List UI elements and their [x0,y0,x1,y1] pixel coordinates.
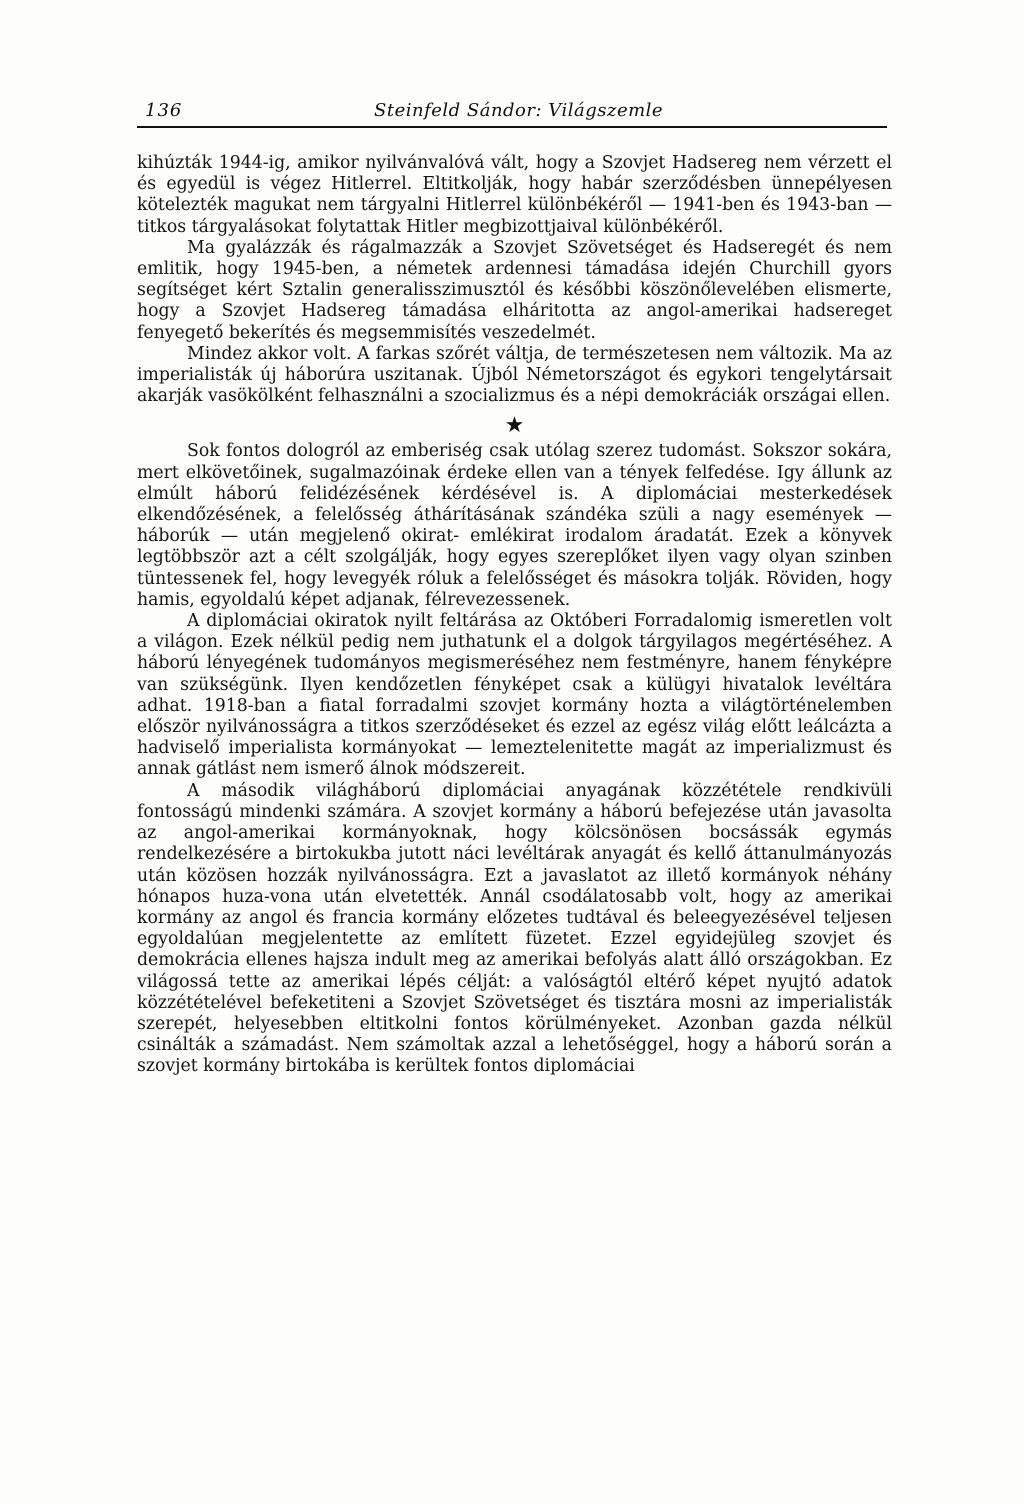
header-rule [137,126,887,128]
paragraph-6: A második világháború diplomáciai anyagának közzététele rendkivüli fontosságú mindenki számára. A szovjet kormány a háború befejezése után javasolta az angol-amerikai kormányoknak, hogy kölcsönösen bocsássák egymás rendelkezésére a birtokukba jutott náci levéltárak anyagát és kellő áttanulmányozás után közösen hozzák nyilvánosságra. Ezt a javaslatot az illető kormányok néhány hónapos huza-vona után elvetették. Annál csodálatosabb volt, hogy az amerikai kormány az angol és francia kormány előzetes tudtával és beleegyezésével teljesen egyoldalúan megjelentette az említett füzetet. Ezzel egyidejüleg szovjet és demokrácia ellenes hajsza indult meg az amerikai befolyás alatt álló országokban. Ez világossá tette az amerikai lépés célját: a valóságtól eltérő képet nyujtó adatok közzétételével befeketiteni a Szovjet Szövetséget és tisztára mosni az imperialisták szerepét, helyesebben eltitkolni fontos körülményeket. Azonban gazda nélkül csinálták a számadást. Nem számoltak azzal a lehetőséggel, hogy a háború során a szovjet kormány birtokába is kerültek fontos diplomáciai [137,780,892,1077]
section-separator-star-icon: ★ [504,413,525,439]
paragraph-3: Mindez akkor volt. A farkas szőrét váltja, de természetesen nem változik. Ma az imperialisták új háborúra uszitanak. Újból Németországot és egykori tengelytársait akarják vasökölként felhasználni a szocializmus és a népi demokráciák országai ellen. [137,343,892,407]
paragraph-4: Sok fontos dologról az emberiség csak utólag szerez tudomást. Sokszor sokára, mert elkövetőinek, sugalmazóinak érdeke ellen van a tények felfedése. Igy állunk az elmúlt háború felidézésének kérdésével is. A diplomáciai mesterkedések elkendőzésének, a felelősség áthárításának szándéka szüli a nagy események — háborúk — után megjelenő okirat- emlékirat irodalom áradatát. Ezek a könyvek legtöbbször azt a célt szolgálják, hogy egyes szereplőket ilyen vagy olyan szinben tüntessenek fel, hogy levegyék róluk a felelősséget és másokra tolják. Röviden, hogy hamis, egyoldalú képet adjanak, félrevezessenek. [137,441,892,610]
page-number: 136 [145,100,183,121]
page-header [137,92,887,132]
paragraph-2: Ma gyalázzák és rágalmazzák a Szovjet Szövetséget és Hadseregét és nem emlitik, hogy 1945-ben, a németek ardennesi támadása idején Churchill gyors segítséget kért Sztalin generalisszimusztól és későbbi köszönőlevelében elismerte, hogy a Szovjet Hadsereg támadása elháritotta az angol-amerikai hadsereget fenyegető bekerítés és megsemmisítés veszedelmét. [137,237,892,343]
running-head: Steinfeld Sándor: Világszemle [374,100,664,121]
paragraph-1: kihúzták 1944-ig, amikor nyilvánvalóvá vált, hogy a Szovjet Hadsereg nem vérzett el és egyedül is végez Hitlerrel. Eltitkolják, hogy habár szerződésben ünnepélyesen kötelezték magukat nem tárgyalni Hitlerrel különbékéről — 1941-ben és 1943-ban — titkos tárgyalásokat folytattak Hitler megbizottjaival különbékéről. [137,153,892,237]
body-text [137,153,892,1078]
paragraph-5: A diplomáciai okiratok nyilt feltárása az Októberi Forradalomig ismeretlen volt a világon. Ezek nélkül pedig nem juthatunk el a dolgok tárgyilagos megértéséhez. A háború lényegének tudományos megismeréséhez nem festményre, hanem fényképre van szükségünk. Ilyen kendőzetlen fényképet csak a külügyi hivatalok levéltára adhat. 1918-ban a fiatal forradalmi szovjet kormány hozta a világtörténelemben először nyilvánosságra a titkos szerződéseket és ezzel az egész világ előtt leálcázta a hadviselő imperialista kormányokat — lemeztelenitette magát az imperializmust és annak gátlást nem ismerő álnok módszereit. [137,611,892,780]
